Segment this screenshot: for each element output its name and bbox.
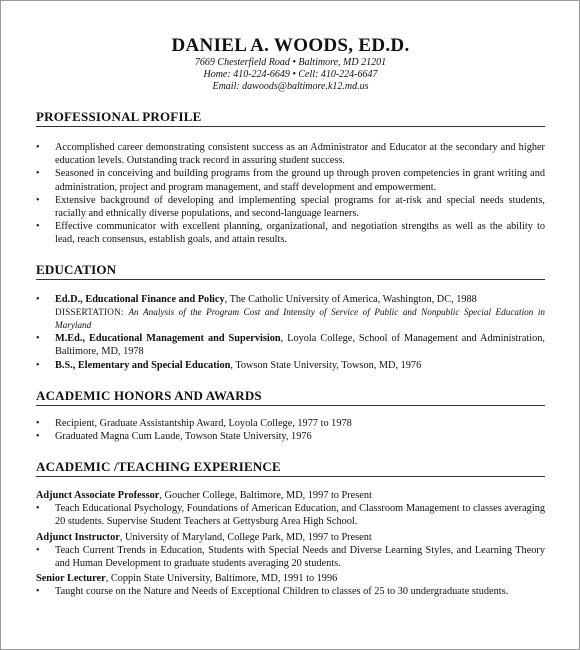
list-item: • Extensive background of developing and implementing special programs for at-risk and special needs students, racially and ethnically diverse populations, and second-language learners. (36, 194, 545, 220)
bullet-icon: • (36, 359, 40, 371)
profile-section (36, 110, 545, 247)
job-role: Adjunct Associate Professor (36, 490, 160, 502)
job-duties (36, 585, 545, 598)
bullet-icon: • (36, 431, 40, 443)
job-title (36, 489, 545, 502)
education-section (36, 263, 545, 372)
honors-list (36, 417, 545, 443)
list-item: • Accomplished career demonstrating consistent success as an Administrator and Educator at the secondary and higher education levels. Outstanding track record in assuring student success. (36, 142, 545, 167)
email-line: Email: dawoods@baltimore.k12.md.us (212, 81, 369, 92)
experience-section (36, 460, 545, 598)
candidate-name: DANIEL A. WOODS, ED.D. (171, 35, 410, 56)
list-item: • Recipient, Graduate Assistantship Award, Loyola College, 1977 to 1978 (36, 417, 352, 429)
list-item (36, 332, 545, 358)
bullet-icon: • (36, 221, 40, 233)
degree-title: B.S., Elementary and Special Education (55, 359, 231, 371)
dissertation-title: An Analysis of the Program Cost and Intensity of Service of Public and Nonpublic Special Education in Maryland (55, 306, 545, 331)
degree-title: M.Ed., Educational Management and Supervision (55, 333, 281, 345)
list-item: • Teach Educational Psychology, Foundations of American Education, and Classroom Management to classes averaging 20 students. Supervise Student Teachers at Gettysburg Area High School. (36, 503, 545, 528)
list-item: • Teach Current Trends in Education, Students with Special Needs and Diverse Learning Styles, and Learning Theory and Human Development to graduate students averaging 20 students. (36, 544, 545, 569)
section-title-education: EDUCATION (36, 263, 545, 280)
list-item (36, 293, 545, 333)
job-org: , Goucher College, Baltimore, MD, 1997 to Present (159, 490, 372, 502)
bullet-icon: • (36, 586, 40, 598)
bullet-icon: • (36, 168, 40, 180)
bullet-icon: • (36, 544, 40, 556)
degree-title: Ed.D., Educational Finance and Policy (55, 293, 225, 305)
dissertation-label: DISSERTATION: (55, 306, 129, 317)
honors-section (36, 389, 545, 443)
bullet-icon: • (36, 194, 40, 206)
school-info: , The Catholic University of America, Washington, DC, 1988 (224, 293, 477, 305)
school-info: , Towson State University, Towson, MD, 1976 (230, 359, 422, 371)
list-item: • Seasoned in conceiving and building programs from the ground up through proven competencies in grant writing and administration, project and program management, and staff development and empowerment. (36, 168, 545, 193)
school-info: , Loyola College, School of Management and Administration, Baltimore, MD, 1978 (55, 333, 545, 358)
job-role: Senior Lecturer (36, 573, 106, 585)
job-org: , University of Maryland, College Park, MD, 1997 to Present (119, 531, 372, 543)
job-org: , Coppin State University, Baltimore, MD, 1991 to 1996 (105, 573, 338, 585)
job-duties (36, 502, 545, 528)
resume-header (36, 1, 545, 93)
list-item (36, 359, 545, 372)
phone-line: Home: 410-224-6649 • Cell: 410-224-6647 (203, 69, 378, 80)
dissertation (55, 307, 545, 330)
bullet-icon: • (36, 503, 40, 515)
job-role: Adjunct Instructor (36, 531, 120, 543)
section-title-profile: PROFESSIONAL PROFILE (36, 110, 545, 127)
bullet-icon: • (36, 417, 40, 429)
section-title-honors: ACADEMIC HONORS AND AWARDS (36, 389, 545, 406)
list-item: • Effective communicator with excellent planning, organizational, and negotiation strengths as well as the ability to lead, reach consensus, establish goals, and attain results. (36, 221, 545, 246)
education-list (36, 293, 545, 372)
bullet-icon: • (36, 142, 40, 153)
bullet-icon: • (36, 333, 40, 345)
job-title (36, 531, 545, 544)
section-title-experience: ACADEMIC /TEACHING EXPERIENCE (36, 460, 545, 477)
address-line: 7669 Chesterfield Road • Baltimore, MD 21201 (194, 57, 387, 68)
job-title (36, 572, 545, 585)
bullet-icon: • (36, 293, 40, 305)
job-duties (36, 544, 545, 570)
list-item: • Taught course on the Nature and Needs of Exceptional Children to classes of 25 to 30 undergraduate students. (36, 586, 509, 598)
list-item: • Graduated Magna Cum Laude, Towson State University, 1976 (36, 431, 312, 443)
profile-list (36, 141, 545, 247)
